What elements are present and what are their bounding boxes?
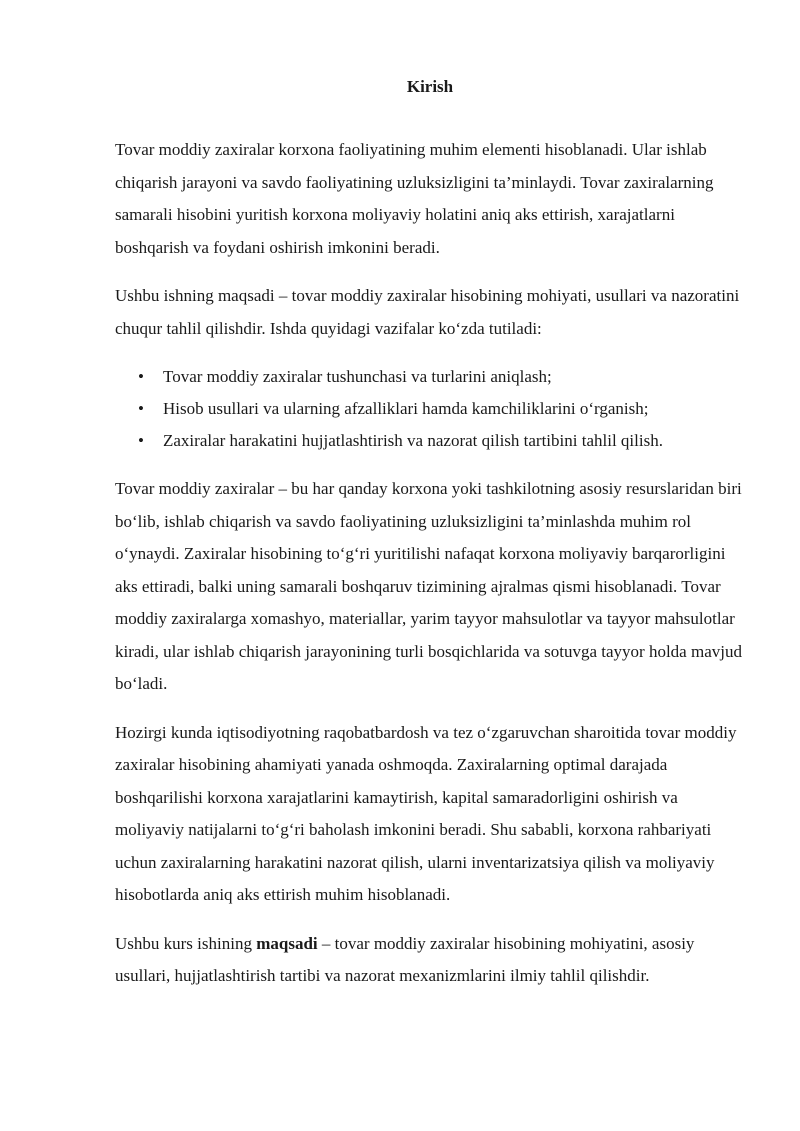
relevance-paragraph: Hozirgi kunda iqtisodiyotning raqobatbardosh va tez o‘zgaruvchan sharoitida tovar moddiy zaxiralar hisobining ahamiyati yanada oshmoqda. Zaxiralarning optimal darajada boshqarilishi korxona xarajatlarini kamaytirish, kapital samaradorligini oshirish va moliyaviy natijalarni to‘g‘ri baholash imkonini beradi. Shu sababli, korxona rahbariyati uchun zaxiralarning harakatini nazorat qilish, ularni inventarizatsiya qilish va moliyaviy hisobotlarda aniq aks ettirish muhim hisoblanadi. bbox=[115, 722, 737, 904]
list-item: • Hisob usullari va ularning afzalliklari hamda kamchiliklarini o‘rganish; bbox=[163, 393, 745, 425]
goal-text-after: – tovar moddiy zaxiralar hisobining mohiyatini, asosiy usullari, hujjatlashtirish tartibi va nazorat mexanizmlarini ilmiy tahlil qilishdir. bbox=[115, 933, 695, 985]
list-item: • Tovar moddiy zaxiralar tushunchasi va turlarini aniqlash; bbox=[163, 361, 745, 393]
document-page bbox=[115, 74, 745, 1009]
intro-paragraph: Tovar moddiy zaxiralar korxona faoliyatining muhim elementi hisoblanadi. Ular ishlab chiqarish jarayoni va savdo faoliyatining uzluksizligini ta’minlaydi. Tovar zaxiralarning samarali hisobini yuritish korxona moliyaviy holatini aniq aks ettirish, xarajatlarni boshqarish va foydani oshirish imkonini beradi. bbox=[115, 140, 714, 257]
definition-paragraph: Tovar moddiy zaxiralar – bu har qanday korxona yoki tashkilotning asosiy resurslaridan biri bo‘lib, ishlab chiqarish va savdo faoliyatining uzluksizligini ta’minlashda muhim rol o‘ynaydi. Zaxiralar hisobining to‘g‘ri yuritilishi nafaqat korxona moliyaviy barqarorligini aks ettiradi, balki uning samarali boshqaruv tizimining ajralmas qismi hisoblanadi. Tovar moddiy zaxiralarga xomashyo, materiallar, yarim tayyor mahsulotlar va tayyor mahsulotlar kiradi, ular ishlab chiqarish jarayonining turli bosqichlarida va sotuvga tayyor holda mavjud bo‘ladi. bbox=[115, 479, 742, 693]
purpose-paragraph: Ushbu ishning maqsadi – tovar moddiy zaxiralar hisobining mohiyati, usullari va nazoratini chuqur tahlil qilishdir. Ishda quyidagi vazifalar ko‘zda tutiladi: bbox=[115, 286, 740, 338]
goal-paragraph bbox=[115, 928, 745, 993]
page-title: Kirish bbox=[406, 77, 454, 96]
goal-text-before: Ushbu kurs ishining bbox=[115, 933, 257, 953]
list-item: • Zaxiralar harakatini hujjatlashtirish va nazorat qilish tartibini tahlil qilish. bbox=[163, 425, 745, 457]
tasks-list bbox=[115, 361, 745, 457]
goal-bold-word: maqsadi bbox=[256, 933, 318, 953]
